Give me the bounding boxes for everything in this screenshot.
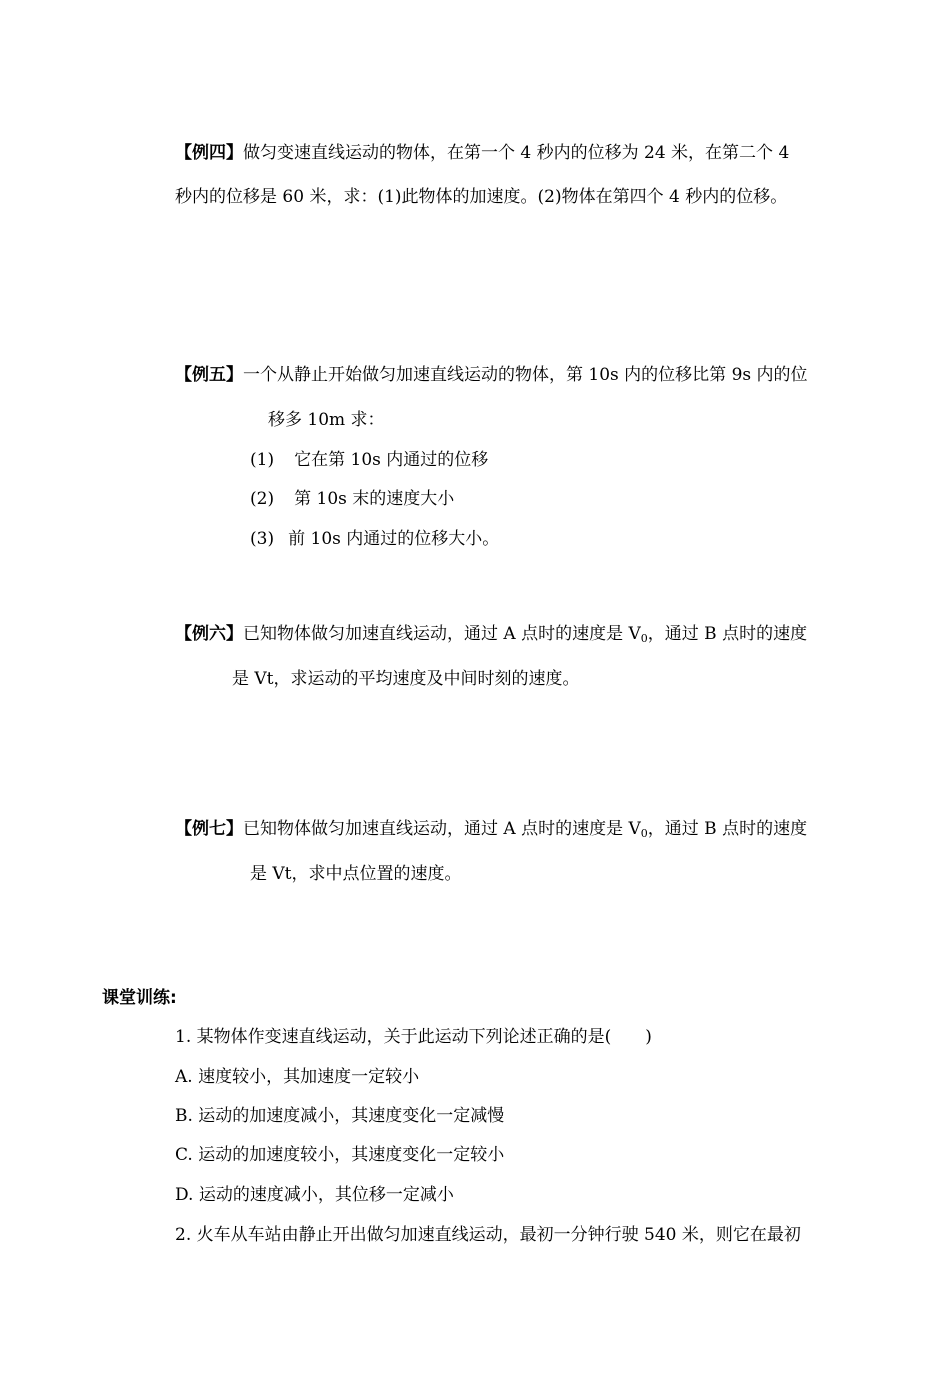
example-4-line-1: [175, 145, 789, 162]
example-7-subscript: 0: [640, 827, 648, 840]
example-4-line-2: 秒内的位移是 60 米，求：(1)此物体的加速度。(2)物体在第四个 4 秒内的位移。: [175, 187, 788, 207]
example-5-item-3-num: (3): [250, 529, 275, 549]
example-6-subscript: 0: [640, 632, 648, 645]
example-6-line-1: [175, 626, 807, 644]
example-4-text-1: 做匀变速直线运动的物体，在第一个 4 秒内的位移为 24 米，在第二个 4: [243, 143, 790, 163]
example-7-line-2: 是 Vt，求中点位置的速度。: [250, 864, 462, 884]
example-7-line-1: [175, 821, 807, 839]
example-7-text-1b: ，通过 B 点时的速度: [647, 819, 808, 839]
example-7-text-1a: 已知物体做匀加速直线运动，通过 A 点时的速度是 V: [243, 819, 641, 839]
example-6-label: 【例六】: [175, 624, 243, 644]
question-1-option-a: A. 速度较小，其加速度一定较小: [175, 1067, 420, 1087]
example-5-item-1-num: (1): [250, 450, 275, 470]
example-5-item-1-text: 它在第 10s 内通过的位移: [294, 450, 489, 470]
training-heading: 课堂训练:: [102, 988, 177, 1008]
example-5-item-2-text: 第 10s 末的速度大小: [294, 489, 455, 509]
question-1-option-c: C. 运动的加速度较小，其速度变化一定较小: [175, 1145, 505, 1165]
example-4-label: 【例四】: [175, 143, 243, 163]
example-6-text-1b: ，通过 B 点时的速度: [647, 624, 808, 644]
example-7-label: 【例七】: [175, 819, 243, 839]
example-5-text-1: 一个从静止开始做匀加速直线运动的物体，第 10s 内的位移比第 9s 内的位: [243, 365, 808, 385]
example-5-item-3: [250, 531, 499, 548]
example-5-item-2-num: (2): [250, 489, 275, 509]
example-5-item-3-text: 前 10s 内通过的位移大小。: [288, 529, 500, 549]
example-6-text-1a: 已知物体做匀加速直线运动，通过 A 点时的速度是 V: [243, 624, 641, 644]
question-1-stem: 1. 某物体作变速直线运动，关于此运动下列论述正确的是( ): [175, 1027, 652, 1047]
example-5-line-1: [175, 367, 808, 384]
example-5-item-1: [250, 452, 488, 469]
example-6-line-2: 是 Vt，求运动的平均速度及中间时刻的速度。: [232, 669, 580, 689]
example-5-label: 【例五】: [175, 365, 243, 385]
example-5-item-2: [250, 491, 454, 508]
question-1-option-b: B. 运动的加速度减小，其速度变化一定减慢: [175, 1106, 505, 1126]
example-5-line-2: 移多 10m 求：: [268, 410, 385, 430]
question-2-stem: 2. 火车从车站由静止开出做匀加速直线运动，最初一分钟行驶 540 米，则它在最初: [175, 1225, 801, 1245]
question-1-option-d: D. 运动的速度减小，其位移一定减小: [175, 1185, 454, 1205]
